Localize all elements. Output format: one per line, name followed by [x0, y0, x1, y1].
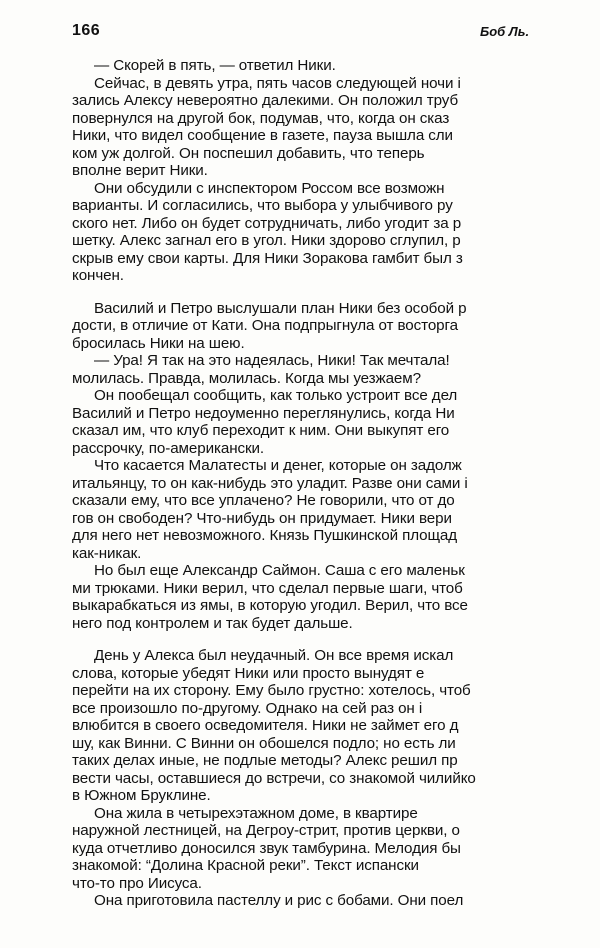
text-line: Но был еще Александр Саймон. Саша с его маленьк [94, 562, 465, 579]
paragraph [72, 562, 600, 632]
text-line: итальянцу, то он как-нибудь это уладит. Разве они сами і [72, 474, 468, 492]
text-line: знакомой: “Долина Красной реки”. Текст испански [72, 857, 419, 874]
text-line: влюбится в своего осведомителя. Ники не займет его д [72, 717, 459, 734]
text-line: сказал им, что клуб переходит к ним. Они выкупят его [72, 422, 450, 439]
running-head: Боб Ль. [480, 24, 530, 39]
text-line: зались Алексу невероятно далекими. Он положил труб [72, 92, 459, 109]
text-line: молилась. Правда, молилась. Когда мы уезжаем? [72, 369, 421, 387]
text-line: бросилась Ники на шею. [72, 334, 245, 352]
paragraph [72, 180, 600, 285]
text-line: скрыв ему свои карты. Для Ники Зоракова гамбит был з [72, 249, 463, 267]
text-line: для него нет невозможного. Князь Пушкинской площад [72, 527, 457, 544]
text-section [72, 300, 600, 633]
text-line: ского нет. Либо он будет сотрудничать, либо угодит за р [72, 214, 462, 232]
paragraph [72, 387, 600, 457]
paragraph [72, 457, 600, 562]
paragraph [72, 75, 600, 180]
text-line: — Скорей в пять, — ответил Ники. [94, 57, 336, 74]
text-line: варианты. И согласились, что выбора у улыбчивого ру [72, 197, 453, 214]
text-line: сказали ему, что все уплачено? Не говорили, что от до [72, 492, 455, 509]
text-line: таких делах иные, не подлые методы? Алекс решил пр [72, 752, 458, 769]
text-line: вести часы, оставшиеся до встречи, со знакомой чилийко [72, 769, 476, 787]
text-line: Она жила в четырехэтажном доме, в квартире [94, 804, 418, 822]
paragraph [72, 352, 600, 387]
text-section [72, 647, 600, 910]
paragraph [72, 300, 600, 353]
text-line: Ники, что видел сообщение в газете, пауза вышла сли [72, 127, 453, 144]
section-break [72, 285, 600, 300]
text-line: Сейчас, в девять утра, пять часов следующей ночи і [94, 74, 461, 92]
text-line: повернулся на другой бок, подумав, что, когда он сказ [72, 109, 450, 127]
text-line: шетку. Алекс загнал его в угол. Ники здорово сглупил, р [72, 232, 461, 249]
text-line: дости, в отличие от Кати. Она подпрыгнула от восторга [72, 317, 458, 334]
text-line: Василий и Петро недоуменно переглянулись, когда Ни [72, 404, 455, 422]
text-line: Она приготовила пастеллу и рис с бобами. Они поел [94, 892, 464, 909]
text-line: что-то про Иисуса. [72, 874, 202, 892]
text-line: в Южном Бруклине. [72, 787, 211, 804]
paragraph [72, 647, 600, 805]
page-header [72, 22, 600, 42]
text-line: куда отчетливо доносился звук тамбурина. Мелодия бы [72, 839, 461, 857]
text-line: как-никак. [72, 544, 142, 562]
text-section [72, 57, 600, 285]
body-text [72, 57, 600, 910]
text-line: Они обсудили с инспектором Россом все возможн [94, 179, 445, 197]
text-line: Он пообещал сообщить, как только устроит все дел [94, 387, 458, 404]
section-break [72, 632, 600, 647]
text-line: — Ура! Я так на это надеялась, Ники! Так мечтала! [94, 352, 450, 369]
text-line: все произошло по-другому. Однако на сей раз он і [72, 699, 423, 717]
text-line: кончен. [72, 267, 124, 284]
text-line: рассрочку, по-американски. [72, 439, 265, 457]
text-line: выкарабкаться из ямы, в которую угодил. Верил, что все [72, 597, 468, 614]
paragraph [72, 57, 600, 75]
paragraph [72, 892, 600, 910]
text-line: ми трюками. Ники верил, что сделал первые шаги, чтоб [72, 579, 463, 597]
text-line: Что касается Малатесты и денег, которые он задолж [94, 457, 462, 474]
text-line: гов он свободен? Что-нибудь он придумает. Ники вери [72, 509, 452, 527]
text-line: перейти на их сторону. Ему было грустно: хотелось, чтоб [72, 682, 471, 699]
text-line: вполне верит Ники. [72, 162, 208, 179]
page-number: 166 [72, 22, 101, 39]
text-line: Василий и Петро выслушали план Ники без особой р [94, 299, 467, 317]
text-line: шу, как Винни. С Винни он обошелся подло; но есть ли [72, 734, 456, 752]
text-line: ком уж долгой. Он поспешил добавить, что теперь [72, 144, 425, 162]
text-line: него под контролем и так будет дальше. [72, 614, 353, 632]
text-line: слова, которые убедят Ники или просто вынудят е [72, 664, 425, 682]
text-line: наружной лестницей, на Дегроу-стрит, против церкви, о [72, 822, 460, 839]
paragraph [72, 805, 600, 893]
text-line: День у Алекса был неудачный. Он все время искал [94, 647, 454, 664]
